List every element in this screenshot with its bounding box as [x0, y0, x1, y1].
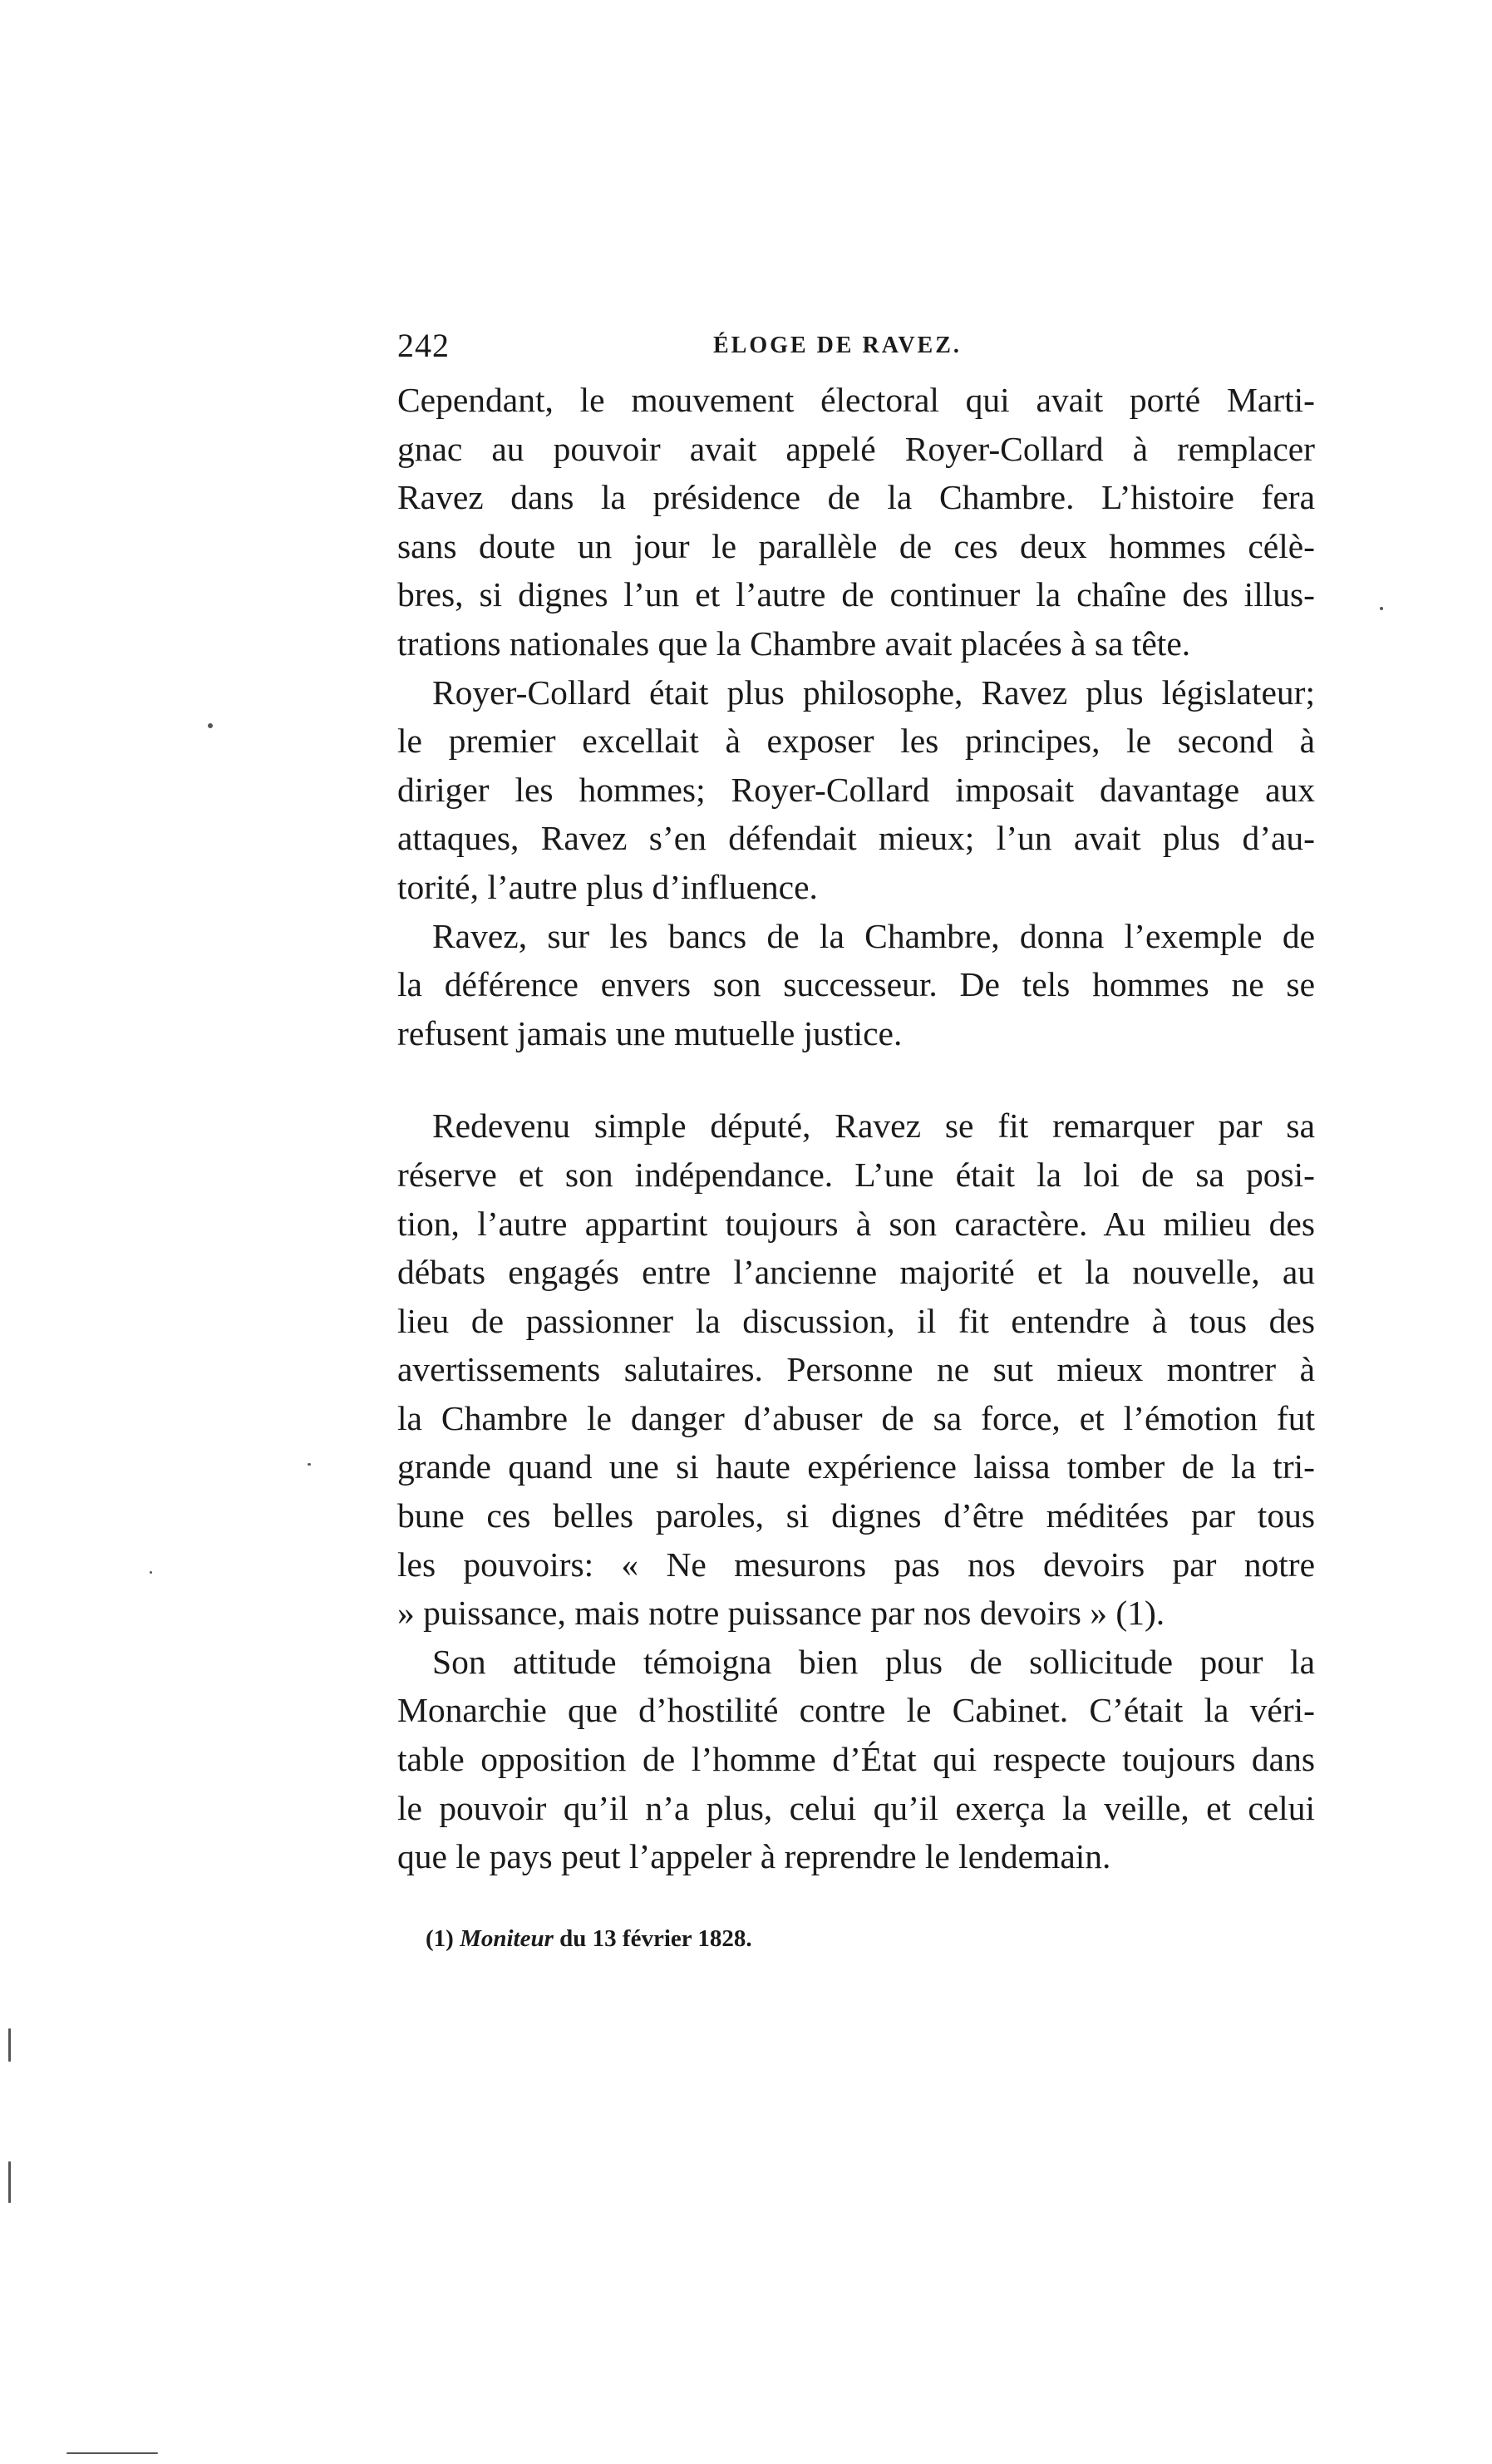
text-line: diriger les hommes; Royer-Collard imposait davantage aux — [397, 770, 1315, 809]
text-line: grande quand une si haute expérience laissa tomber de la tri- — [397, 1447, 1315, 1486]
text-line: la déférence envers son successeur. De tels hommes ne se — [397, 965, 1315, 1004]
text-line: Cependant, le mouvement électoral qui avait porté Marti- — [397, 381, 1315, 419]
scan-speck — [1380, 607, 1383, 610]
text-line: Royer-Collard était plus philosophe, Ravez plus législateur; — [432, 673, 1315, 712]
text-line: Ravez, sur les bancs de la Chambre, donna l’exemple de — [432, 916, 1315, 955]
text-line: table opposition de l’homme d’État qui respecte toujours dans — [397, 1740, 1315, 1779]
text-line: Redevenu simple député, Ravez se fit remarquer par sa — [432, 1106, 1315, 1146]
text-line: lieu de passionner la discussion, il fit entendre à tous des — [397, 1301, 1315, 1340]
footnote-text: du 13 février 1828. — [559, 1925, 752, 1952]
page-number: 242 — [397, 327, 450, 364]
body-text — [397, 376, 1315, 1881]
scan-speck — [150, 1571, 152, 1574]
text-line: réserve et son indépendance. L’une était la loi de sa posi- — [397, 1155, 1315, 1194]
scan-speck — [66, 2452, 158, 2454]
text-line: le pouvoir qu’il n’a plus, celui qu’il exerça la veille, et celui — [397, 1788, 1315, 1827]
paragraph — [397, 1101, 1315, 1638]
text-line: le premier excellait à exposer les principes, le second à — [397, 722, 1315, 761]
footnote — [426, 1925, 752, 1953]
text-line: » puissance, mais notre puissance par nos devoirs » (1). — [397, 1594, 1165, 1633]
running-title: ÉLOGE DE RAVEZ. — [713, 333, 962, 358]
text-line: Son attitude témoigna bien plus de sollicitude pour la — [432, 1642, 1315, 1681]
scan-speck — [8, 2161, 11, 2203]
text-line: sans doute un jour le parallèle de ces deux hommes célè- — [397, 526, 1315, 565]
text-line: refusent jamais une mutuelle justice. — [397, 1013, 903, 1052]
text-line: Monarchie que d’hostilité contre le Cabinet. C’était la véri- — [397, 1691, 1315, 1730]
text-line: que le pays peut l’appeler à reprendre le lendemain. — [397, 1837, 1111, 1876]
scan-speck — [8, 2028, 11, 2062]
text-line: bune ces belles paroles, si dignes d’être méditées par tous — [397, 1496, 1315, 1535]
text-line: torité, l’autre plus d’influence. — [397, 867, 818, 906]
footnote-marker: (1) — [426, 1925, 454, 1952]
scan-speck — [308, 1463, 311, 1466]
footnote-source: Moniteur — [460, 1925, 554, 1952]
text-line: trations nationales que la Chambre avait placées à sa tête. — [397, 623, 1191, 663]
text-line: gnac au pouvoir avait appelé Royer-Collard à remplacer — [397, 429, 1315, 468]
paragraph — [397, 1638, 1315, 1881]
text-line: débats engagés entre l’ancienne majorité et la nouvelle, au — [397, 1253, 1315, 1292]
text-line: avertissements salutaires. Personne ne sut mieux montrer à — [397, 1350, 1315, 1389]
text-line: bres, si dignes l’un et l’autre de continuer la chaîne des illus- — [397, 575, 1315, 614]
text-line: tion, l’autre appartint toujours à son caractère. Au milieu des — [397, 1204, 1315, 1243]
paragraph — [397, 912, 1315, 1058]
paragraph — [397, 376, 1315, 668]
section-gap — [397, 1057, 1315, 1101]
scan-speck — [208, 723, 213, 728]
text-line: les pouvoirs: « Ne mesurons pas nos devoirs par notre — [397, 1545, 1315, 1584]
text-line: la Chambre le danger d’abuser de sa force, et l’émotion fut — [397, 1398, 1315, 1437]
running-head — [397, 326, 1315, 367]
text-line: attaques, Ravez s’en défendait mieux; l’un avait plus d’au- — [397, 819, 1315, 858]
paragraph — [397, 668, 1315, 912]
text-line: Ravez dans la présidence de la Chambre. L’histoire fera — [397, 478, 1315, 517]
